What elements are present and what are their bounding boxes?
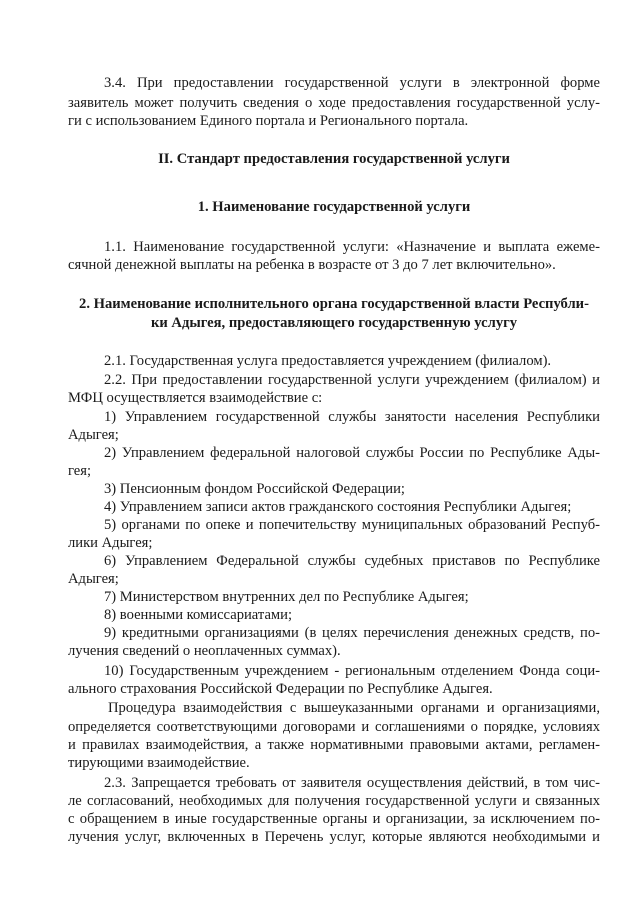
paragraph-line: 4) Управлением записи актов гражданского состояния Республики Адыгея; [104,499,572,515]
paragraph-line: 5) органами по опеке и попечительству муниципальных образований Респуб- [104,517,600,533]
paragraph-line: 7) Министерством внутренних дел по Республике Адыгея; [104,589,469,605]
paragraph-line: лучения сведений о неоплаченных суммах). [68,643,341,659]
paragraph-line: заявитель может получить сведения о ходе предоставления государственной услу- [68,95,600,111]
paragraph-line: 1) Управлением государственной службы занятости населения Республики [104,409,600,425]
paragraph-line: Адыгея; [68,427,119,443]
paragraph-line: 1.1. Наименование государственной услуги: «Назначение и выплата ежеме- [104,239,600,255]
paragraph-line: лики Адыгея; [68,535,153,551]
paragraph-line: и правилах взаимодействия, а также нормативными правовыми актами, регламен- [68,737,600,753]
section-heading-line: 2. Наименование исполнительного органа государственной власти Республи- [79,296,589,312]
section-heading-line: ки Адыгея, предоставляющего государственную услугу [150,315,518,331]
paragraph-line: 9) кредитными организациями (в целях перечисления денежных средств, по- [104,625,600,641]
section-heading-line: II. Стандарт предоставления государственной услуги [158,151,510,167]
paragraph-line: сячной денежной выплаты на ребенка в возрасте от 3 до 7 лет включительно». [68,257,556,273]
paragraph-line: лучения услуг, включенных в Перечень услуг, которые являются необходимыми и [68,829,600,845]
paragraph-line: ле согласований, необходимых для получения государственной услуги и связанных [68,793,600,809]
paragraph-line: 2.1. Государственная услуга предоставляется учреждением (филиалом). [104,353,552,369]
paragraph-line: Адыгея; [68,571,119,587]
paragraph-line: тирующими взаимодействие. [68,755,250,771]
paragraph-line: ального страхования Российской Федерации по Республике Адыгея. [68,681,493,697]
section-heading-line: 1. Наименование государственной услуги [197,199,471,215]
paragraph-line: 3) Пенсионным фондом Российской Федерации; [104,481,405,497]
paragraph-line: 3.4. При предоставлении государственной услуги в электронной форме [104,75,600,91]
paragraph-line: 8) военными комиссариатами; [104,607,293,623]
paragraph-line: Процедура взаимодействия с вышеуказанными органами и организациями, [108,700,600,716]
paragraph-line: 2.2. При предоставлении государственной услуги учреждением (филиалом) и [104,372,600,388]
paragraph-line: определяется соответствующими договорами и соглашениями о порядке, условиях [68,719,600,735]
paragraph-line: гея; [68,463,92,479]
paragraph-line: 2.3. Запрещается требовать от заявителя осуществления действий, в том чис- [104,775,600,791]
paragraph-line: с обращением в иные государственные органы и организации, за исключением по- [68,811,600,827]
paragraph-line: 2) Управлением федеральной налоговой службы России по Республике Ады- [104,445,600,461]
paragraph-line: 6) Управлением Федеральной службы судебных приставов по Республике [104,553,600,569]
paragraph-line: ги с использованием Единого портала и Регионального портала. [68,113,469,129]
paragraph-line: 10) Государственным учреждением - региональным отделением Фонда соци- [104,663,600,679]
paragraph-line: МФЦ осуществляется взаимодействие с: [68,390,323,406]
